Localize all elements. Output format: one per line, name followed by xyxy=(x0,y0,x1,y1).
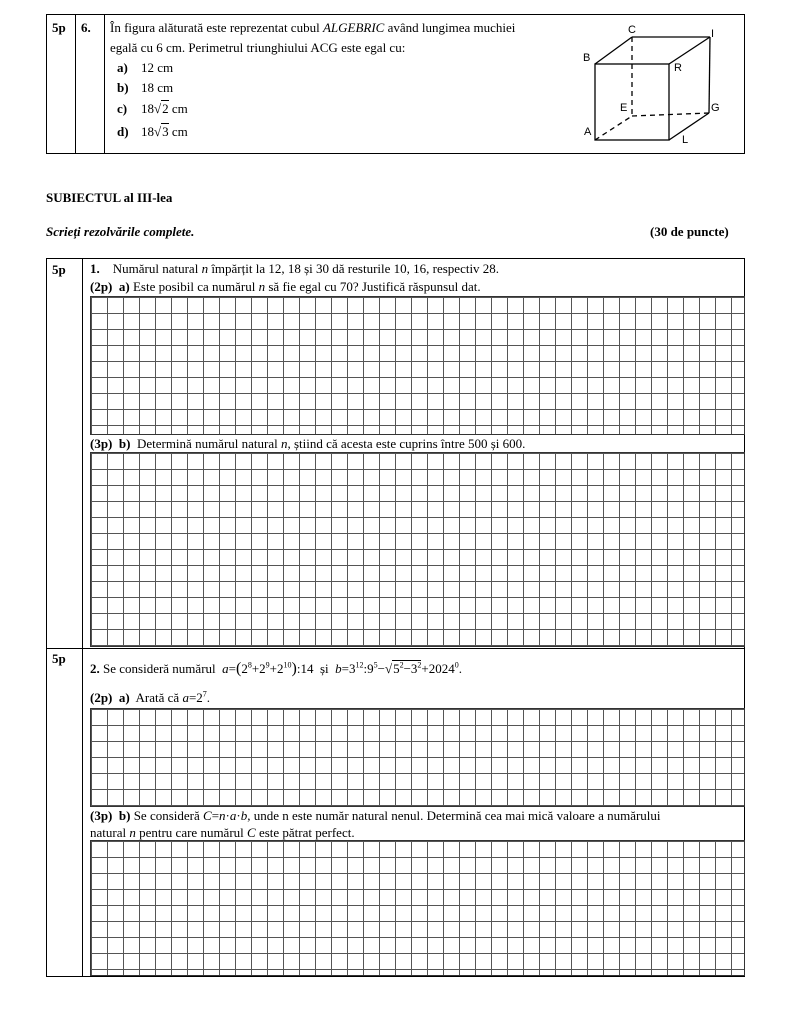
p1-a-text: (2p) a) Este posibil ca numărul n să fie egal cu 70? Justifică răspunsul dat. xyxy=(90,279,481,294)
cube-label-A: A xyxy=(584,126,592,138)
q6-points: 5p xyxy=(52,20,66,35)
p2-stem: 2. Se consideră numărul $a=(2^8+2^9+2^{10}):14$ și $b=3^{12}:9^5-√5^2-3^2+2024^0$. xyxy=(90,660,463,677)
cube-edge-RI xyxy=(669,37,710,64)
p2-points-divider xyxy=(82,648,83,977)
q6-number-divider xyxy=(104,14,105,154)
p2-b-text-line2: natural n pentru care numărul C este pătrat perfect. xyxy=(90,825,355,840)
q6-text-line2: egală cu 6 cm. Perimetrul triunghiului ACG este egal cu: xyxy=(110,40,406,55)
p1-points-divider xyxy=(82,258,83,649)
p1-stem: 1. Numărul natural n împărțit la 12, 18 și 30 dă resturile 10, 16, respectiv 28. xyxy=(90,261,500,276)
section-instruction: Scrieți rezolvările complete. xyxy=(46,224,195,239)
section-title: SUBIECTUL al III-lea xyxy=(46,190,173,205)
q6-option-b[interactable]: b) 18 cm xyxy=(117,80,174,95)
cube-hidden-EG xyxy=(632,113,709,116)
q6-cube-name: ALGEBRIC xyxy=(322,20,385,35)
q6-option-c[interactable]: c) 18√2 cm xyxy=(117,101,188,116)
q6-option-a[interactable]: a) 12 cm xyxy=(117,60,174,75)
p1-b-text: (3p) b) Determină numărul natural n, știind că acesta este cuprins între 500 și 600. xyxy=(90,436,526,451)
q6-points-divider xyxy=(75,14,76,154)
cube-hidden-AE xyxy=(595,116,632,140)
p1-b-answer-grid[interactable] xyxy=(90,452,745,647)
p1-a-answer-grid[interactable] xyxy=(90,296,745,435)
p2-a-text: (2p) a) Arată că $a=2^7$. xyxy=(90,689,211,705)
cube-label-C: C xyxy=(628,24,636,36)
p2-b-answer-grid[interactable] xyxy=(90,840,745,976)
p2-b-text-line1: (3p) b) Se consideră C=n·a·b, unde n este număr natural nenul. Determină cea mai mică valoare a numărului xyxy=(90,808,661,823)
cube-label-I: I xyxy=(711,28,715,40)
q6-text-line1: În figura alăturată este reprezentat cubul ALGEBRIC având lungimea muchiei xyxy=(110,20,516,35)
section-total-points: (30 de puncte) xyxy=(650,224,729,239)
cube-edge-LG xyxy=(669,113,709,140)
p2-points: 5p xyxy=(52,651,66,666)
cube-edge-BC xyxy=(595,37,632,64)
cube-label-R: R xyxy=(674,62,682,74)
cube-label-E: E xyxy=(620,102,628,114)
p1-points: 5p xyxy=(52,262,66,277)
cube-label-G: G xyxy=(711,102,720,114)
q6-option-d[interactable]: d) 18√3 cm xyxy=(117,124,188,139)
cube-label-B: B xyxy=(583,52,591,64)
cube-figure xyxy=(570,20,740,150)
cube-edge-IG xyxy=(709,37,710,113)
q6-number: 6. xyxy=(81,20,91,35)
p2-a-answer-grid[interactable] xyxy=(90,708,745,807)
cube-label-L: L xyxy=(682,134,689,146)
